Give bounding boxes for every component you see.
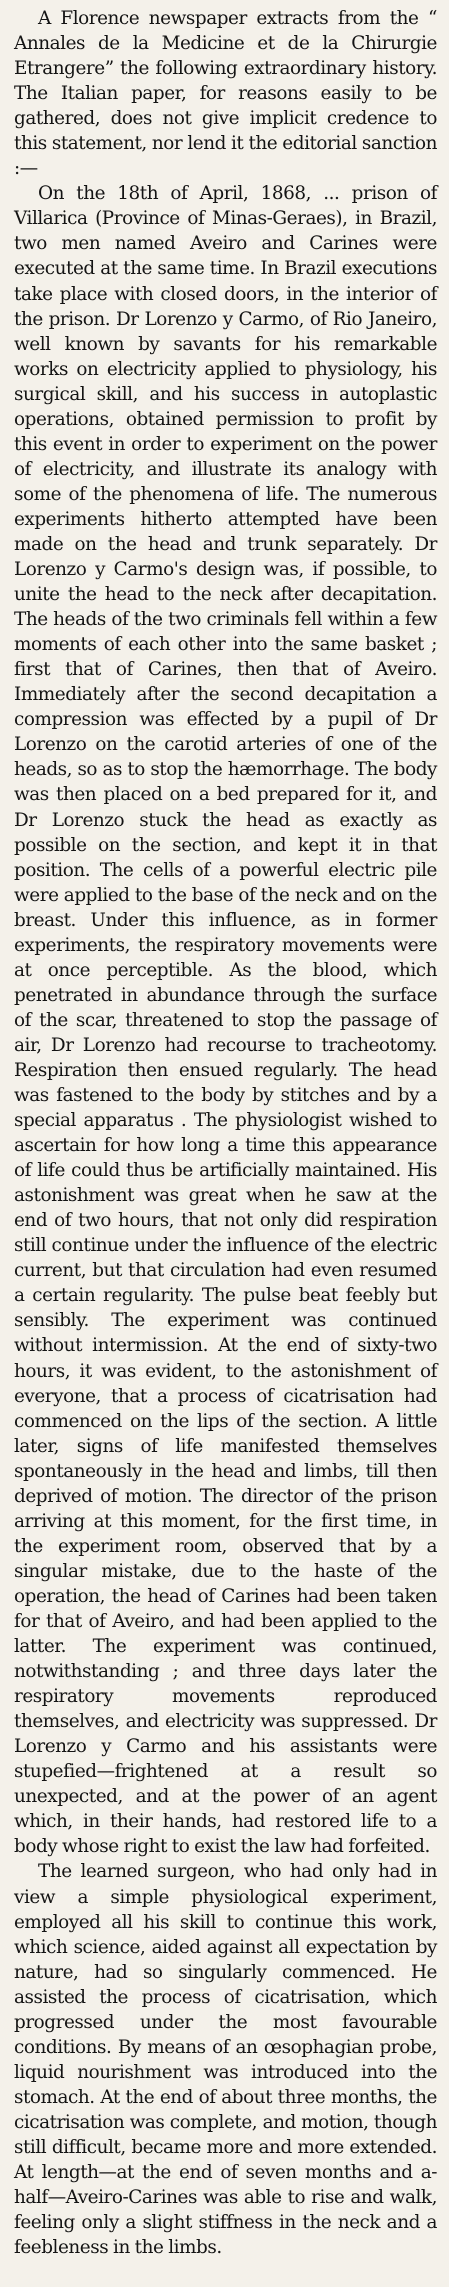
experiment-paragraph: On the 18th of April, 1868, ... prison of Villarica (Province of Minas-Geraes), in Brazil, two men named Aveiro and Carines were executed at the same time. In Brazil executions take place with closed doors, in the interior of the prison. Dr Lorenzo y Carmo, of Rio Janeiro, well known by savants for his remarkable works on electricity applied to physiology, his surgical skill, and his success in autoplastic operations, obtained permission to profit by this event in order to experiment on the power of electricity, and illustrate its analogy with some of the phenomena of life. The numerous experiments hitherto attempted have been made on the head and trunk separately. Dr Lorenzo y Carmo's design was, if possible, to unite the head to the neck after decapitation. The heads of the two criminals fell within a few moments of each other into the same basket ; first that of Carines, then that of Aveiro. Immediately after the second decapitation a compression was effected by a pupil of Dr Lorenzo on the carotid arteries of one of the heads, so as to stop the hæmorrhage. The body was then placed on a bed prepared for it, and Dr Lorenzo stuck the head as exactly as possible on the section, and kept it in that position. The cells of a powerful electric pile were applied to the base of the neck and on the breast. Under this influence, as in former experiments, the respiratory movements were at once perceptible. As the blood, which penetrated in abundance through the surface of the scar, threatened to stop the passage of air, Dr Lorenzo had recourse to tracheotomy. Respiration then ensued regularly. The head was fastened to the body by stitches and by a special apparatus . The physiologist wished to ascertain for how long a time this appearance of life could thus be artificially maintained. His astonishment was great when he saw at the end of two hours, that not only did respiration still continue under the influence of the electric current, but that circulation had even resumed a certain regularity. The pulse beat feebly but sensibly. The experiment was continued without intermission. At the end of sixty-two hours, it was evident, to the astonishment of everyone, that a process of cicatrisation had commenced on the lips of the section. A little later, signs of life manifested themselves spontaneously in the head and limbs, till then deprived of motion. The director of the prison arriving at this moment, for the first time, in the experiment room, observed that by a singular mistake, due to the haste of the operation, the head of Carines had been taken for that of Aveiro, and had been applied to the latter. The experiment was continued, notwithstanding ; and three days later the respiratory movements reproduced themselves, and electricity was suppressed. Dr Lorenzo y Carmo and his assistants were stupefied—frightened at a result so unexpected, and at the power of an agent which, in their hands, had restored life to a body whose right to exist the law had forfeited. [14,183,437,1858]
recovery-paragraph: The learned surgeon, who had only had in view a simple physiological experiment, employed all his skill to continue this work, which science, aided against all expectation by nature, had so singularly commenced. He assisted the process of cicatrisation, which progressed under the most favourable conditions. By means of an œsophagian probe, liquid nourishment was introduced into the stomach. At the end of about three months, the cicatrisation was complete, and motion, though still difficult, became more and more extended. At length—at the end of seven months and a-half—Aveiro-Carines was able to rise and walk, feeling only a slight stiffness in the neck and a feebleness in the limbs. [14,1861,437,2259]
intro-paragraph: A Florence newspaper extracts from the “ Annales de la Medicine et de la Chirurgie Etrangere” the following extraordinary history. The Italian paper, for reasons easily to be gathered, does not give implicit credence to this statement, nor lend it the editorial sanction :— [14,8,437,180]
